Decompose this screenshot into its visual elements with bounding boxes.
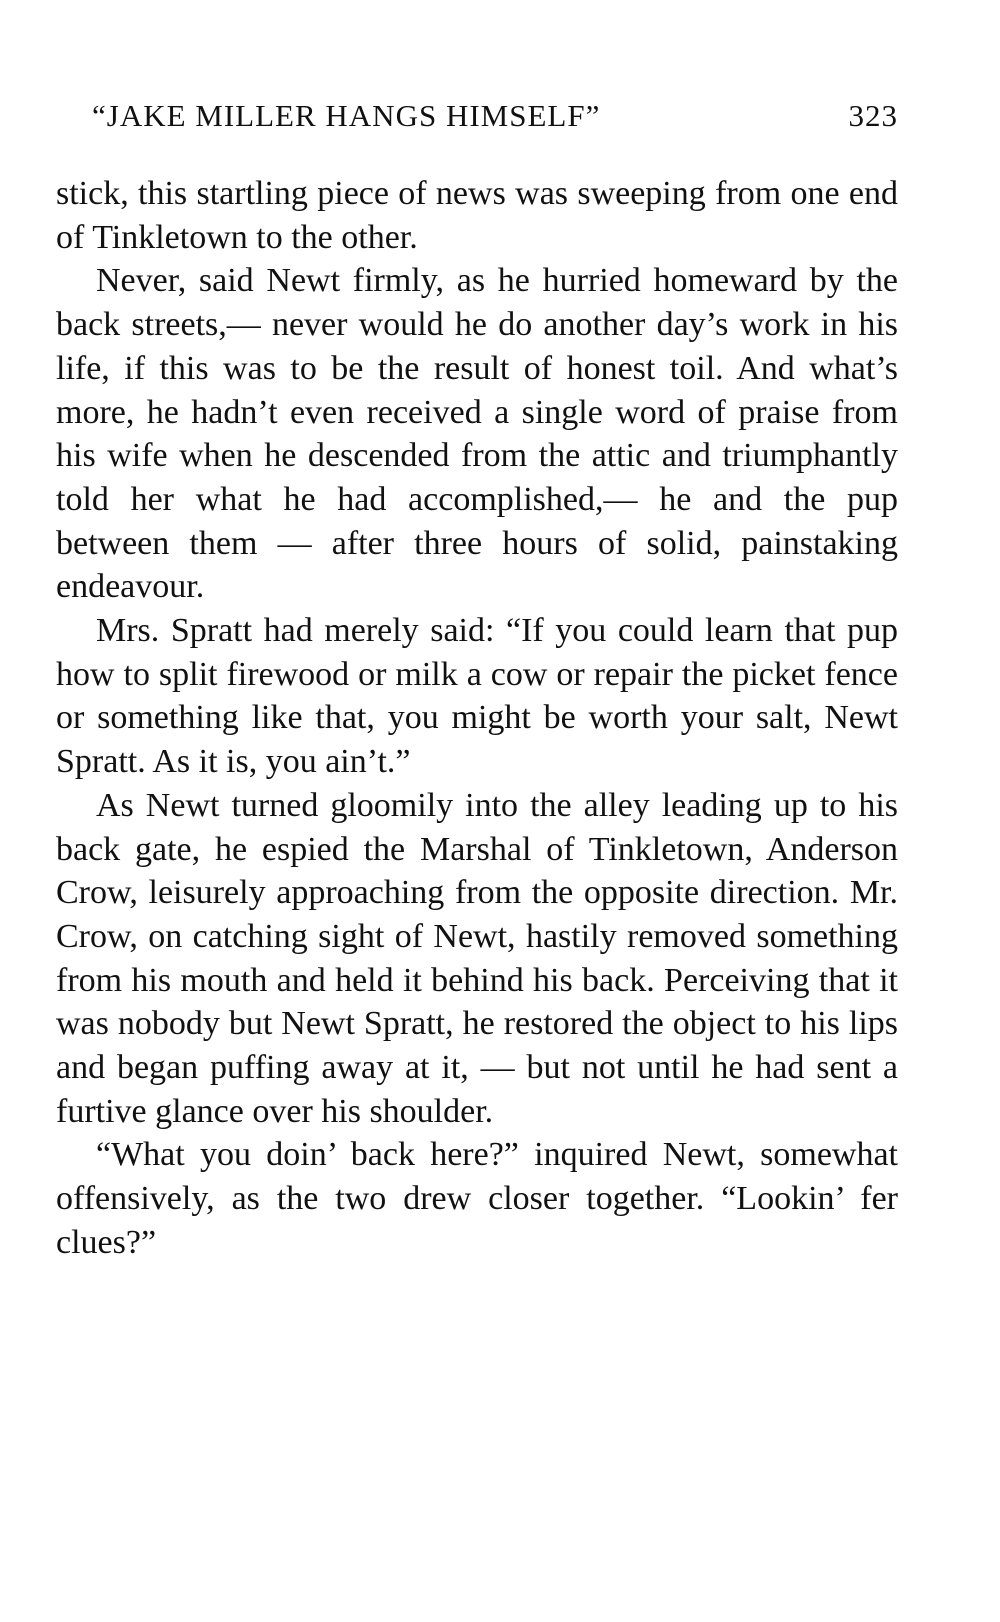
paragraph: “What you doin’ back here?” inquired Newt, somewhat offensively, as the two drew closer together. “Lookin’ fer clues?” (56, 1136, 898, 1261)
paragraph: As Newt turned gloomily into the alley leading up to his back gate, he espied the Marshal of Tinkletown, Anderson Crow, leisurely approaching from the opposite direction. Mr. Crow, on catching sight of Newt, hastily removed something from his mouth and held it behind his back. Perceiving that it was nobody but Newt Spratt, he restored the object to his lips and began puffing away at it, — but not until he had sent a furtive glance over his shoulder. (56, 786, 898, 1130)
running-title: “JAKE MILLER HANGS HIMSELF” (92, 98, 601, 133)
paragraph: Mrs. Spratt had merely said: “If you could learn that pup how to split firewood or milk a cow or repair the picket fence or something like that, you might be worth your salt, Newt Spratt. As it is, you ain’t.” (56, 612, 898, 781)
running-head (56, 98, 898, 146)
paragraph-continued: stick, this startling piece of news was sweeping from one end of Tinkletown to the other. (56, 175, 898, 256)
paragraph: Never, said Newt firmly, as he hurried homeward by the back streets,— never would he do another day’s work in his life, if this was to be the result of honest toil. And what’s more, he hadn’t even received a single word of praise from his wife when he descended from the attic and triumphantly told her what he had accomplished,— he and the pup between them — after three hours of solid, painstaking endeavour. (56, 262, 898, 606)
page-number: 323 (848, 98, 898, 133)
text-body (56, 172, 898, 1265)
